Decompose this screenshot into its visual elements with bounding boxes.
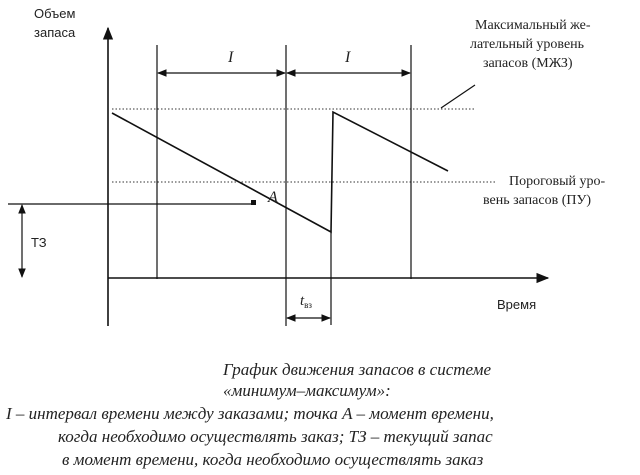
mzh-label-1: Максимальный же- [475,18,591,33]
pu-label-2: вень запасов (ПУ) [483,193,592,208]
interval-label-2: I [345,49,351,66]
tvz-label: tвз [300,293,312,310]
caption-line-2: «минимум–максимум»: [223,381,391,400]
x-axis-label: Время [497,297,537,312]
y-axis-label-2: запаса [34,25,76,40]
tz-label: ТЗ [31,235,47,250]
pu-label-1: Пороговый уро- [509,174,606,189]
inventory-line [112,112,448,232]
caption-line-3: I – интервал времени между заказами; точка A – момент времени, [6,404,494,423]
caption-line-1: График движения запасов в системе [223,360,492,379]
point-a-label: A [268,189,278,206]
mzh-leader-line [441,85,475,108]
y-axis-label-1: Объем [34,6,76,21]
mzh-label-2: лательный уровень [470,37,585,52]
mzh-label-3: запасов (МЖЗ) [483,56,573,71]
interval-label-1: I [228,49,234,66]
caption-line-4: когда необходимо осуществлять заказ; ТЗ – текущий запас [58,427,493,446]
caption-line-5: в момент времени, когда необходимо осуществлять заказ [62,450,484,469]
